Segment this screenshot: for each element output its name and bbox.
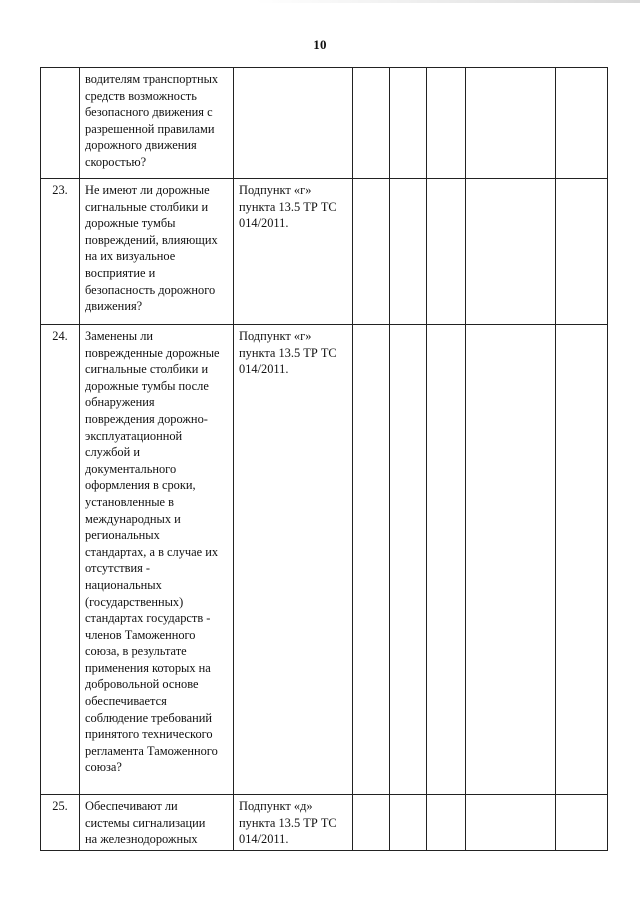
question-text-line: средств возможность — [85, 88, 197, 103]
reference-text-line: пункта 13.5 ТР ТС — [239, 199, 337, 214]
answer-yes-cell — [353, 325, 390, 795]
extra-cell — [556, 68, 608, 179]
row-number-cell — [41, 179, 80, 325]
answer-na-cell — [427, 68, 466, 179]
question-cell — [80, 179, 234, 325]
question-text-line: дорожные тумбы после — [85, 378, 209, 393]
question-text-line: соблюдение требований — [85, 710, 213, 725]
table-row — [41, 325, 608, 795]
table-row — [41, 179, 608, 325]
question-text-line: Заменены ли — [85, 329, 154, 343]
answer-no-cell — [390, 68, 427, 179]
question-text-line: стандартах, а в случае их — [85, 544, 219, 559]
extra-cell — [556, 179, 608, 325]
checklist-table — [40, 67, 608, 851]
question-cell — [80, 325, 234, 795]
question-text-line: документального — [85, 461, 177, 476]
question-text-line: оформления в сроки, — [85, 478, 196, 493]
question-text-line: дорожного движения — [85, 138, 197, 153]
extra-cell — [556, 325, 608, 795]
answer-na-cell — [427, 179, 466, 325]
question-text-line: на их визуальное — [85, 249, 176, 264]
row-number: 24. — [52, 329, 68, 343]
question-text-line: добровольной основе — [85, 677, 199, 692]
reference-text-line: пункта 13.5 ТР ТС — [239, 345, 337, 360]
row-number-cell — [41, 68, 80, 179]
answer-na-cell — [427, 795, 466, 851]
question-text-line: на железнодорожных — [85, 832, 198, 847]
question-text-line: системы сигнализации — [85, 815, 206, 830]
question-text-line: водителям транспортных — [85, 72, 219, 86]
question-text-line: региональных — [85, 528, 160, 543]
reference-cell — [234, 325, 353, 795]
question-text-line: безопасность дорожного — [85, 282, 216, 297]
question-text-line: сигнальные столбики и — [85, 199, 209, 214]
answer-no-cell — [390, 325, 427, 795]
question-text-line: службой и — [85, 445, 140, 460]
question-text-line: разрешенной правилами — [85, 121, 215, 136]
row-number: 25. — [52, 799, 68, 813]
question-text-line: национальных — [85, 577, 162, 592]
question-text-line: поврежденные дорожные — [85, 345, 220, 360]
answer-yes-cell — [353, 795, 390, 851]
answer-yes-cell — [353, 179, 390, 325]
question-text-line: безопасного движения с — [85, 105, 213, 120]
answer-yes-cell — [353, 68, 390, 179]
answer-na-cell — [427, 325, 466, 795]
question-text-line: движения? — [85, 299, 143, 314]
question-text-line: восприятие и — [85, 265, 156, 280]
question-text-line: повреждения дорожно- — [85, 411, 208, 426]
question-text-line: Не имеют ли дорожные — [85, 183, 210, 197]
question-text-line: установленные в — [85, 494, 174, 509]
question-text-line: (государственных) — [85, 594, 184, 609]
question-text-line: эксплуатационной — [85, 428, 183, 443]
question-text-line: регламента Таможенного — [85, 743, 218, 758]
question-text-line: Обеспечивают ли — [85, 799, 178, 813]
notes-cell — [466, 68, 556, 179]
notes-cell — [466, 179, 556, 325]
question-text-line: обеспечивается — [85, 694, 167, 709]
question-text-line: дорожные тумбы — [85, 216, 176, 231]
question-text-line: стандартах государств - — [85, 611, 211, 626]
extra-cell — [556, 795, 608, 851]
reference-text-line: 014/2011. — [239, 832, 289, 847]
question-text-line: обнаружения — [85, 395, 155, 410]
reference-text-line: 014/2011. — [239, 362, 289, 377]
reference-text-line: Подпункт «г» — [239, 183, 312, 197]
reference-text-line: 014/2011. — [239, 216, 289, 231]
question-text-line: применения которых на — [85, 660, 211, 675]
reference-cell — [234, 795, 353, 851]
answer-no-cell — [390, 795, 427, 851]
page-top-edge — [0, 0, 640, 3]
row-number: 23. — [52, 183, 68, 197]
page-number: 10 — [313, 37, 327, 52]
question-text-line: членов Таможенного — [85, 627, 196, 642]
table-row — [41, 68, 608, 179]
question-text-line: отсутствия - — [85, 561, 151, 576]
question-cell — [80, 68, 234, 179]
reference-text-line: пункта 13.5 ТР ТС — [239, 815, 337, 830]
answer-no-cell — [390, 179, 427, 325]
question-text-line: сигнальные столбики и — [85, 362, 209, 377]
question-text-line: союза, в результате — [85, 644, 187, 659]
question-text-line: союза? — [85, 760, 122, 775]
row-number-cell — [41, 795, 80, 851]
question-text-line: скоростью? — [85, 154, 147, 169]
question-text-line: повреждений, влияющих — [85, 232, 218, 247]
reference-text-line: Подпункт «д» — [239, 799, 313, 813]
row-number-cell — [41, 325, 80, 795]
reference-text-line: Подпункт «г» — [239, 329, 312, 343]
table-row — [41, 795, 608, 851]
question-cell — [80, 795, 234, 851]
reference-cell — [234, 68, 353, 179]
question-text-line: принятого технического — [85, 727, 213, 742]
reference-cell — [234, 179, 353, 325]
notes-cell — [466, 795, 556, 851]
question-text-line: международных и — [85, 511, 181, 526]
notes-cell — [466, 325, 556, 795]
